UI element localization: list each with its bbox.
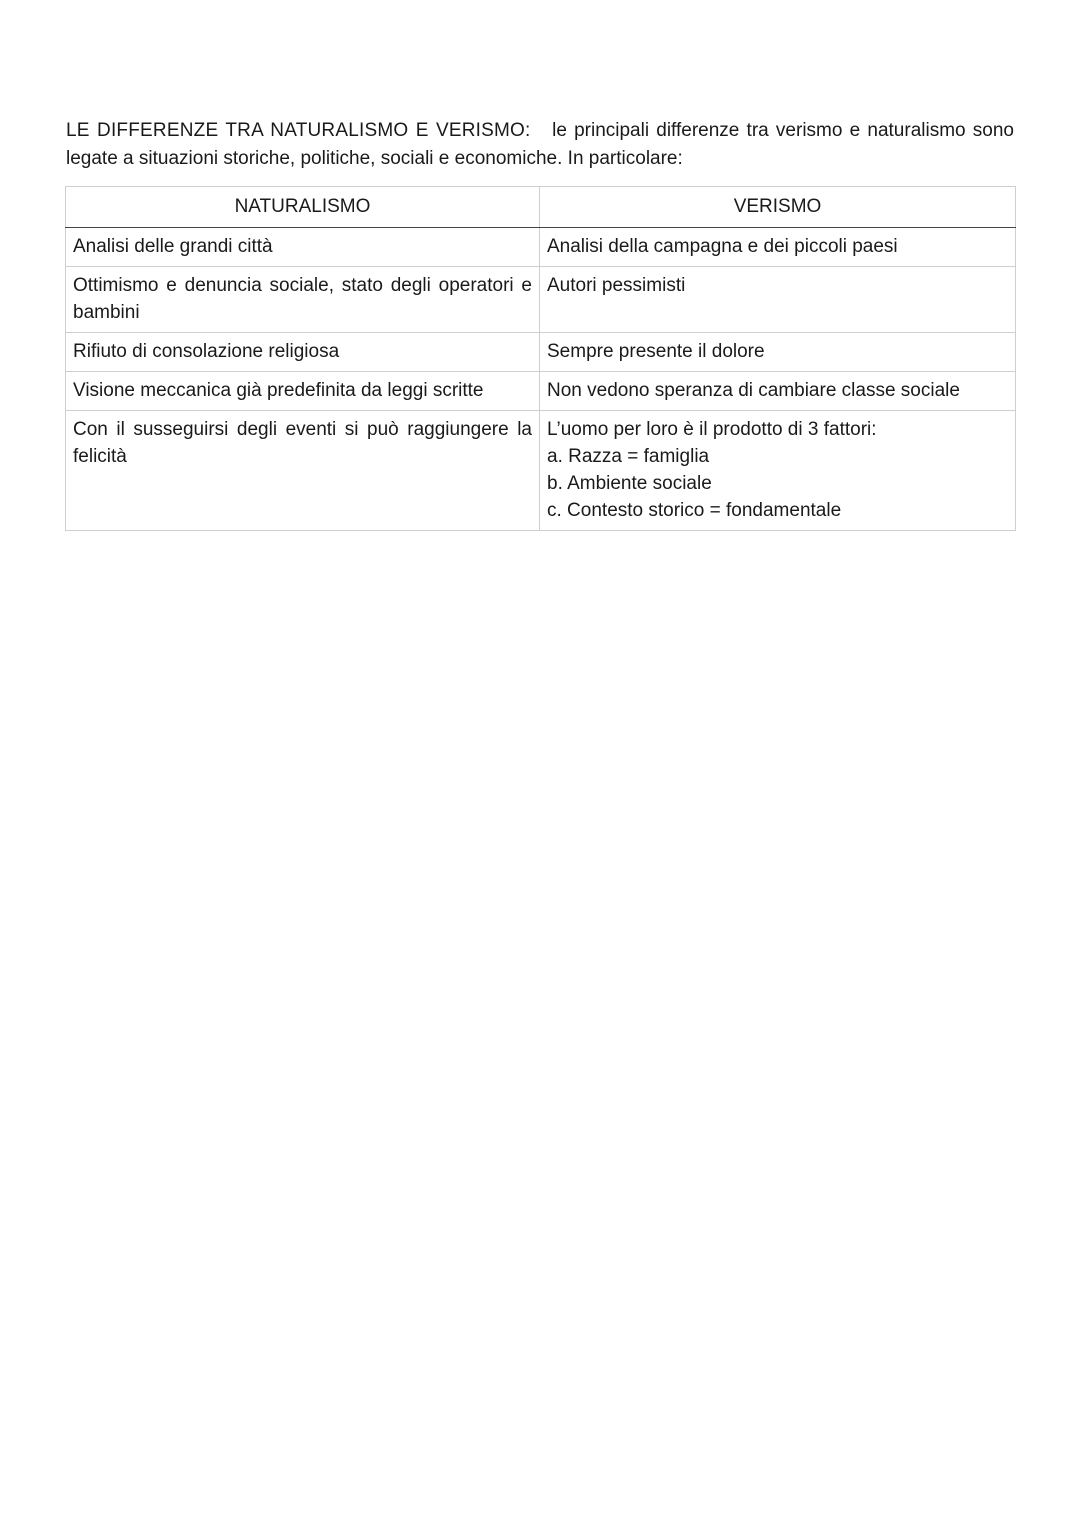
comparison-table [65,186,1016,531]
cell-verismo: Sempre presente il dolore [540,333,1016,372]
factors-intro: L’uomo per loro è il prodotto di 3 fattori: [547,419,877,440]
cell-verismo: Autori pessimisti [540,267,1016,333]
cell-naturalismo: Visione meccanica già predefinita da leggi scritte [66,372,540,411]
cell-verismo [540,411,1016,531]
header-verismo: VERISMO [540,187,1016,228]
factor-item: c. Contesto storico = fondamentale [547,500,842,521]
intro-text: le principali differenze tra verismo e naturalismo sono legate a situazioni storiche, politiche, sociali e economiche. In particolare: [66,120,1014,169]
intro-paragraph [66,117,1014,173]
header-naturalismo: NATURALISMO [66,187,540,228]
intro-heading: LE DIFFERENZE TRA NATURALISMO E VERISMO: [66,120,531,141]
cell-verismo: Analisi della campagna e dei piccoli paesi [540,228,1016,267]
cell-verismo: Non vedono speranza di cambiare classe sociale [540,372,1016,411]
table-header-row [66,187,1016,228]
factor-item: a. Razza = famiglia [547,446,710,467]
cell-naturalismo: Analisi delle grandi città [66,228,540,267]
cell-naturalismo: Ottimismo e denuncia sociale, stato degli operatori e bambini [66,267,540,333]
cell-naturalismo: Con il susseguirsi degli eventi si può raggiungere la felicità [66,411,540,531]
factor-item: b. Ambiente sociale [547,473,712,494]
table-row [66,411,1016,531]
table-row [66,267,1016,333]
table-row [66,372,1016,411]
cell-naturalismo: Rifiuto di consolazione religiosa [66,333,540,372]
table-row [66,228,1016,267]
table-row [66,333,1016,372]
